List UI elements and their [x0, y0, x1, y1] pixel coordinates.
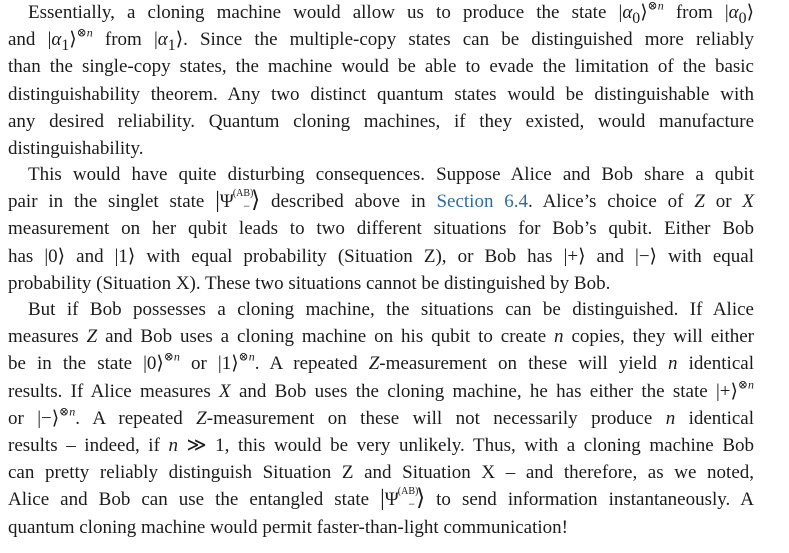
p3-line-3: be in the state |0⟩$^{\otimes n}$ or |1⟩$^{\otimes n}$. A repeated Z-measurement on these will yield n identical [8, 349, 754, 375]
p1-line-6: distinguishability. [8, 137, 144, 159]
p3-line-2: measures Z and Bob uses a cloning machine on his qubit to create n copies, they will either [8, 326, 754, 348]
p1-line-5: any desired reliability. Quantum cloning machines, if they existed, would manufacture [8, 110, 754, 132]
p3-line-8: Alice and Bob can use the entangled state $|\Psi^{(AB)}-⟩$ to send information instantaneously. A [8, 485, 754, 512]
p2-line-4: has |0⟩ and |1⟩ with equal probability (Situation Z), or Bob has |+⟩ and |−⟩ with equal [8, 245, 754, 267]
p2-line-2: pair in the singlet state $|\Psi^{(AB)}-⟩$ described above in Section 6.4. Alice’s choice of Z or X [8, 187, 754, 214]
p3-line-9: quantum cloning machine would permit faster-than-light communication! [8, 516, 568, 538]
paragraph-disturbing-consequences [8, 161, 754, 297]
p1-line-4: distinguishability theorem. Any two distinct quantum states would be distinguishable with [8, 83, 754, 105]
p3-line-7: can pretty reliably distinguish Situation Z and Situation X – and therefore, as we noted, [8, 462, 754, 484]
p3-line-6: results – indeed, if n ≫ 1, this would be very unlikely. Thus, with a cloning machine Bob [8, 434, 755, 456]
p1-line-2: and $|\alpha_1⟩^{\otimes n}$ from $|\alpha_1⟩$. Since the multiple-copy states can be distinguished more reliably [8, 25, 754, 54]
p3-line-4: results. If Alice measures X and Bob uses the cloning machine, he has either the state |+⟩$^{\otimes n}$ [8, 377, 754, 402]
p1-line-1: Essentially, a cloning machine would allow us to produce the state $|\alpha_0⟩^{\otimes n}$ from $|\alpha_0⟩$ [28, 0, 754, 27]
p1-line-3: than the single-copy states, the machine would be able to evade the limitation of the basic [8, 56, 754, 78]
section-6-4-link[interactable]: Section 6.4 [436, 191, 529, 213]
paragraph-cloning-distinguish [8, 296, 754, 541]
p2-line-1: This would have quite disturbing consequences. Suppose Alice and Bob share a qubit [28, 164, 754, 185]
p2-line-3: measurement on her qubit leads to two different situations for Bob’s qubit. Either Bob [8, 218, 754, 240]
p3-line-1: But if Bob possesses a cloning machine, the situations can be distinguished. If Alice [28, 299, 754, 320]
p3-line-5: or |−⟩$^{\otimes n}$. A repeated Z-measurement on these will not necessarily produce n identical [8, 404, 755, 429]
paragraph-cloning-machine [8, 0, 754, 162]
p2-line-5: probability (Situation X). These two situations cannot be distinguished by Bob. [8, 272, 611, 294]
